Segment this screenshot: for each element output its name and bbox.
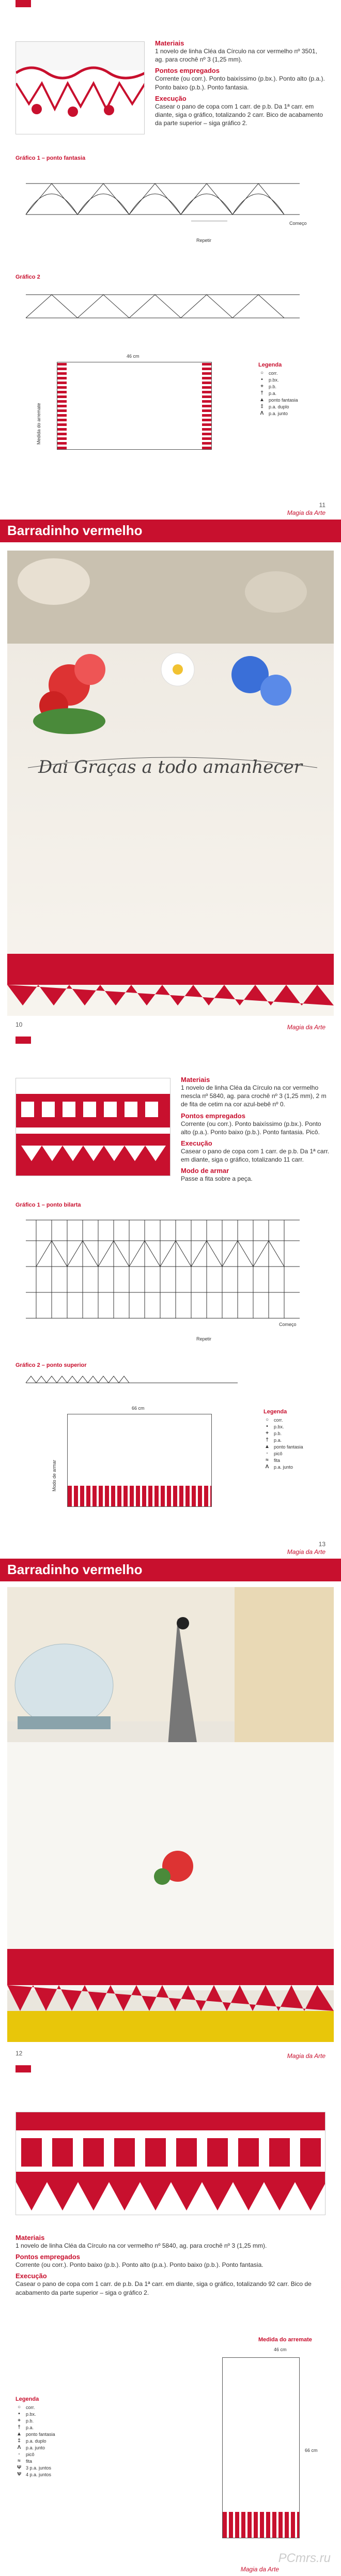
page-1 <box>0 0 341 520</box>
legend-item: + p.b. <box>260 384 277 389</box>
start-label: Começo <box>279 1322 297 1327</box>
page-title: Barradinho vermelho <box>0 520 341 542</box>
brand-logo: Magia da Arte <box>287 1024 326 1031</box>
points-title: Pontos empregados <box>181 1111 245 1120</box>
materials-text: 1 novelo de linha Cléa da Círculo na cor vermelho nº 3501, ag. para crochê nº 3 (1,25 mm). <box>155 48 317 64</box>
page-3 <box>0 1037 341 1559</box>
materials-block <box>155 36 326 127</box>
page-tab <box>16 1037 31 1044</box>
towel-photo-svg <box>7 1587 334 2042</box>
legend-item: ≈ fita <box>18 2458 33 2464</box>
legend-title: Legenda <box>264 1409 287 1415</box>
page-4 <box>0 1559 341 2065</box>
page-5 <box>0 2065 341 2576</box>
page-number: 11 <box>319 501 326 509</box>
exec-title: Execução <box>181 1139 212 1147</box>
graph1-label: Gráfico 1 – ponto bilarta <box>16 1202 81 1208</box>
exec-text: Casear o pano de copa com 1 carr. de p.b. Da 1ª carr. em diante, siga o gráfico, totalizando 2 carr. Bico de acabamento da parte superior – siga gráfico 2. <box>155 102 323 127</box>
page-2 <box>0 520 341 1037</box>
legend-item: + p.b. <box>18 2418 34 2423</box>
legend-item: • p.bx. <box>18 2411 36 2417</box>
lace-photo <box>16 2112 326 2215</box>
graph1-diagram <box>21 163 310 235</box>
graph2-diagram <box>21 282 310 328</box>
legend-item: ▲ ponto fantasia <box>17 2431 55 2437</box>
brand-logo: Magia da Arte <box>287 2052 326 2060</box>
materials-title: Materiais <box>155 39 184 47</box>
legend-item: Λ p.a. junto <box>260 410 288 416</box>
graph2-label: Gráfico 2 – ponto superior <box>16 1362 87 1368</box>
repeat-label: Repetir <box>196 238 212 243</box>
size-label: Medida do arremate <box>36 403 41 445</box>
height-label: 66 cm <box>305 2448 318 2453</box>
brand-logo: Magia da Arte <box>240 2566 279 2573</box>
lace-photo-svg <box>16 42 145 134</box>
materials-block <box>16 2231 326 2297</box>
legend-item: ▲ ponto fantasia <box>265 1444 303 1450</box>
materials-title: Materiais <box>181 1076 210 1084</box>
points-text: Corrente (ou corr.). Ponto baixíssimo (p.bx.). Ponto alto (p.a.). Ponto baixo (p.b.). Ponto fantasia. <box>155 75 325 91</box>
towel-photo <box>7 551 334 1016</box>
width-label: 46 cm <box>274 2347 287 2352</box>
legend-title: Legenda <box>16 2396 39 2402</box>
repeat-label: Repetir <box>196 1336 212 1342</box>
legend-item: Λ p.a. junto <box>265 1464 293 1470</box>
brand-logo: Magia da Arte <box>287 1548 326 1556</box>
towel-diagram <box>222 2357 300 2538</box>
materials-title: Materiais <box>16 2234 45 2242</box>
legend <box>16 2396 93 2478</box>
points-text: Corrente (ou corr.). Ponto baixo (p.b.). Ponto alto (p.a.). Ponto baixo (p.b.). Ponto fantasia. <box>16 2261 264 2269</box>
legend-item: ○ corr. <box>265 1417 283 1423</box>
legend-title: Legenda <box>258 362 282 368</box>
exec-title: Execução <box>155 94 187 102</box>
legend-item: ◦ picô <box>18 2451 35 2457</box>
start-label: Começo <box>289 221 307 226</box>
legend-item: ○ corr. <box>17 2404 35 2410</box>
legend-item: ▲ ponto fantasia <box>259 397 298 403</box>
legend-item: Ψ 3 p.a. juntos <box>17 2465 52 2471</box>
assembly-title: Modo de armar <box>181 1167 229 1175</box>
towel-diagram <box>67 1414 212 1507</box>
page-title: Barradinho vermelho <box>0 1559 341 1581</box>
legend-item: ≈ fita <box>266 1457 281 1463</box>
graph2-label: Gráfico 2 <box>16 274 40 280</box>
legend <box>264 1409 331 1470</box>
legend-item: † p.a. <box>18 2425 34 2430</box>
legend-item: ‡ p.a. duplo <box>260 404 289 409</box>
lace-photo <box>16 41 145 134</box>
materials-text: 1 novelo de linha Cléa da Círculo na cor vermelho mescla nº 5840, ag. para crochê nº 3 (1,25 mm), 2 m de fita de cetim na cor azul-bebê nº 0. <box>181 1084 327 1108</box>
legend-item: ○ corr. <box>260 370 278 376</box>
exec-title: Execução <box>16 2272 47 2280</box>
graph2-diagram <box>21 1370 248 1391</box>
legend-item: ◦ picô <box>266 1451 283 1456</box>
watermark: PCmrs.ru <box>278 2551 331 2565</box>
size-label: Medida do arremate <box>258 2337 312 2343</box>
page-number: 13 <box>318 1541 326 1548</box>
assembly-text: Passe a fita sobre a peça. <box>181 1175 253 1183</box>
towel-photo-svg <box>7 551 334 1016</box>
brand-logo: Magia da Arte <box>287 509 326 516</box>
towel-photo <box>7 1587 334 2042</box>
legend-item: + p.b. <box>266 1430 282 1436</box>
legend-item: Ѱ 4 p.a. juntos <box>17 2472 52 2477</box>
points-text: Corrente (ou corr.). Ponto baixíssimo (p.bx.). Ponto alto (p.a.). Ponto baixo (p.b.). Ponto fantasia. Picô. <box>181 1120 321 1136</box>
legend-item: • p.bx. <box>261 377 279 383</box>
legend-item: • p.bx. <box>266 1424 284 1429</box>
legend-item: † p.a. <box>266 1437 282 1443</box>
page-number: 12 <box>16 2050 23 2057</box>
legend-item: † p.a. <box>260 390 277 396</box>
legend-item: ‡ p.a. duplo <box>18 2438 47 2444</box>
page-tab <box>16 0 31 7</box>
towel-diagram <box>57 362 212 450</box>
lace-photo <box>16 1078 171 1176</box>
size-label: Modo de armar <box>52 1459 57 1491</box>
width-label: 66 cm <box>132 1406 145 1411</box>
graph1-label: Gráfico 1 – ponto fantasia <box>16 155 86 161</box>
points-title: Pontos empregados <box>155 67 220 75</box>
legend-item: Λ p.a. junto <box>17 2445 45 2450</box>
lace-photo-svg <box>16 2112 326 2215</box>
legend <box>258 362 326 417</box>
materials-text: 1 novelo de linha Cléa da Círculo na cor vermelho nº 5840, ag. para crochê nº 3 (1,25 mm). <box>16 2242 267 2249</box>
materials-block <box>181 1073 331 1183</box>
lace-photo-svg <box>16 1078 171 1176</box>
page-number: 10 <box>16 1021 23 1028</box>
graph1-diagram <box>21 1210 310 1329</box>
embroidery-text: Dai Graças a todo amanhecer <box>38 757 302 778</box>
page-tab <box>16 2065 31 2072</box>
width-label: 46 cm <box>127 354 140 359</box>
points-title: Pontos empregados <box>16 2253 80 2261</box>
exec-text: Casear o pano de copa com 1 carr. de p.b. Da 1ª carr. em diante, siga o gráfico, totalizando 11 carr. <box>181 1147 330 1164</box>
exec-text: Casear o pano de copa com 1 carr. de p.b. Da 1ª carr. em diante, siga o gráfico, totalizando 92 carr. Bico de acabamento da parte superior – siga o gráfico 2. <box>16 2280 312 2296</box>
